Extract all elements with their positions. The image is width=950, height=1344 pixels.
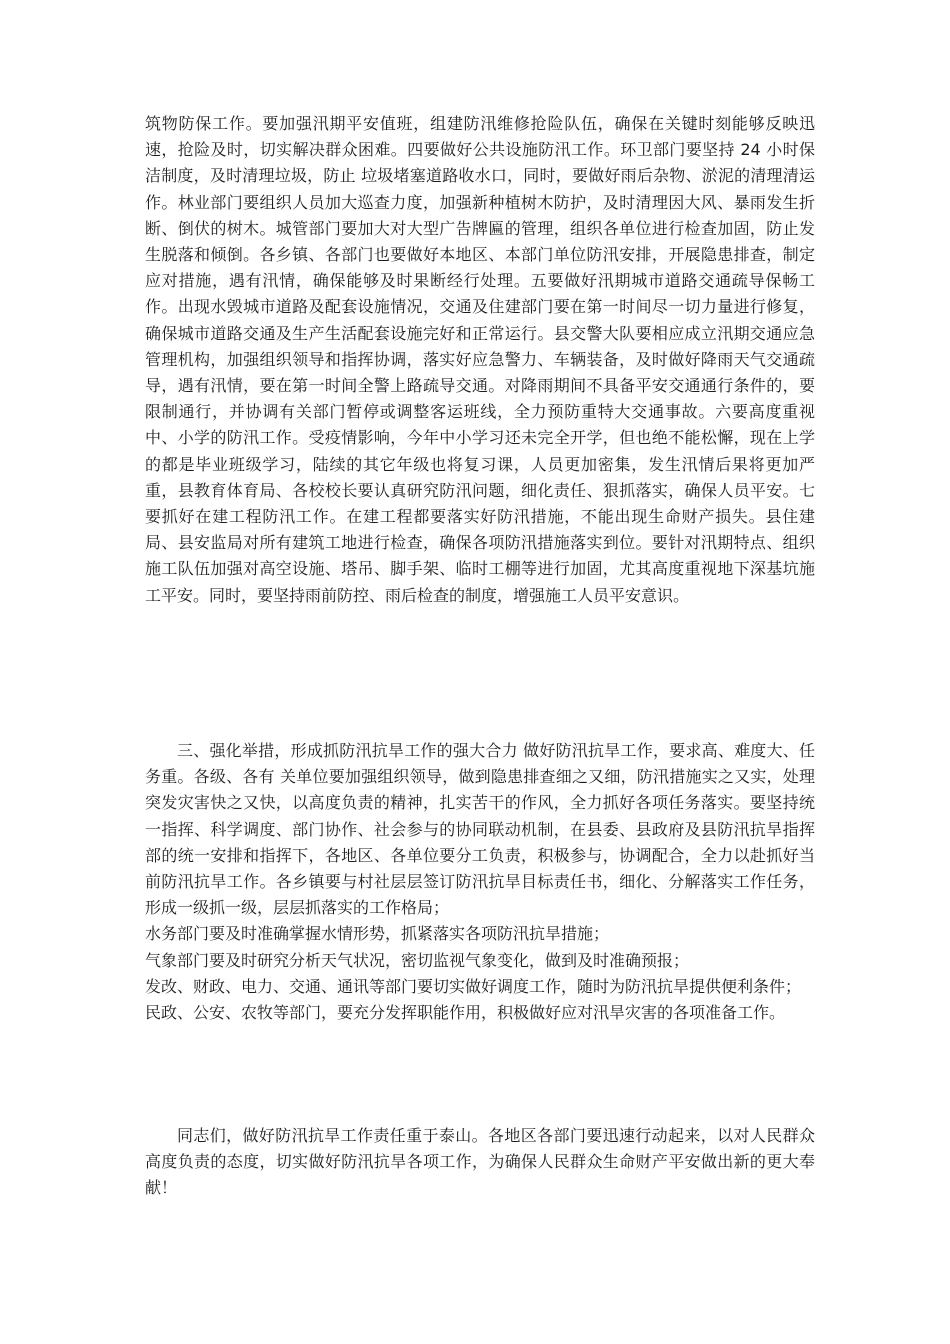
reform-finance-department-line: 发改、财政、电力、交通、通讯等部门要切实做好调度工作，随时为防汛抗旱提供便利条件； [145,976,802,996]
civil-affairs-department-line: 民政、公安、农牧等部门，要充分发挥职能作用，积极做好应对汛旱灾害的各项准备工作。 [145,1003,786,1023]
weather-department-line: 气象部门要及时研究分析天气状况，密切监视气象变化，做到及时准确预报； [145,950,690,970]
water-department-line: 水务部门要及时准确掌握水情形势，抓紧落实各项防汛抗旱措施； [145,924,610,944]
closing-paragraph: 同志们，做好防汛抗旱工作责任重于泰山。各地区各部门要迅速行动起来，以对人民群众高度负责的态度，切实做好防汛抗旱各项工作，为确保人民群众生命财产平安做出新的更大奉献！ [145,1126,815,1198]
document-body-section-1 [145,111,815,609]
document-body-section-3 [145,1123,815,1202]
document-body-section-2 [145,738,815,1026]
section-three-paragraph: 三、强化举措，形成抓防汛抗旱工作的强大合力 做好防汛抗旱工作，要求高、难度大、任务重。各级、各有 关单位要加强组织领导，做到隐患排查细之又细，防汛措施实之又实，处理突发灾害快之又快，以高度负责的精神，扎实苦干的作风，全力抓好各项任务落实。要坚持统一指挥、科学调度、部门协作、社会参与的协同联动机制，在县委、县政府及县防汛抗旱指挥部的统一安排和指挥下，各地区、各单位要分工负责，积极参与，协调配合，全力以赴抓好当前防汛抗旱工作。各乡镇要与村社层层签订防汛抗旱目标责任书，细化、分解落实工作任务，形成一级抓一级，层层抓落实的工作格局； [145,741,815,918]
body-paragraph: 筑物防保工作。要加强汛期平安值班，组建防汛维修抢险队伍，确保在关键时刻能够反映迅速，抢险及时，切实解决群众困难。四要做好公共设施防汛工作。环卫部门要坚持 24 小时保洁制度，及时清理垃圾，防止 垃圾堵塞道路收水口，同时，要做好雨后杂物、淤泥的清理清运作。林业部门要组织人员加大巡查力度，加强新种植树木防护，及时清理因大风、暴雨发生折断、倒伏的树木。城管部门要加大对大型广告牌匾的管理，组织各单位进行检查加固，防止发生脱落和倾倒。各乡镇、各部门也要做好本地区、本部门单位防汛安排，开展隐患排查，制定应对措施，遇有汛情，确保能够及时果断经行处理。五要做好汛期城市道路交通疏导保畅工作。出现水毁城市道路及配套设施情况，交通及住建部门要在第一时间尽一切力量进行修复，确保城市道路交通及生产生活配套设施完好和正常运行。县交警大队要相应成立汛期交通应急管理机构，加强组织领导和指挥协调，落实好应急警力、车辆装备，及时做好降雨天气交通疏导，遇有汛情，要在第一时间全警上路疏导交通。对降雨期间不具备平安交通通行条件的，要限制通行，并协调有关部门暂停或调整客运班线，全力预防重特大交通事故。六要高度重视中、小学的防汛工作。受疫情影响，今年中小学习还未完全开学，但也绝不能松懈，现在上学的都是毕业班级学习，陆续的其它年级也将复习课，人员更加密集，发生汛情后果将更加严重，县教育体育局、各校校长要认真研究防汛问题，细化责任、狠抓落实，确保人员平安。七要抓好在建工程防汛工作。在建工程都要落实好防汛措施，不能出现生命财产损失。县住建局、县安监局对所有建筑工地进行检查，确保各项防汛措施落实到位。要针对汛期特点、组织施工队伍加强对高空设施、塔吊、脚手架、临时工棚等进行加固，尤其高度重视地下深基坑施工平安。同时，要坚持雨前防控、雨后检查的制度，增强施工人员平安意识。 [145,114,815,605]
